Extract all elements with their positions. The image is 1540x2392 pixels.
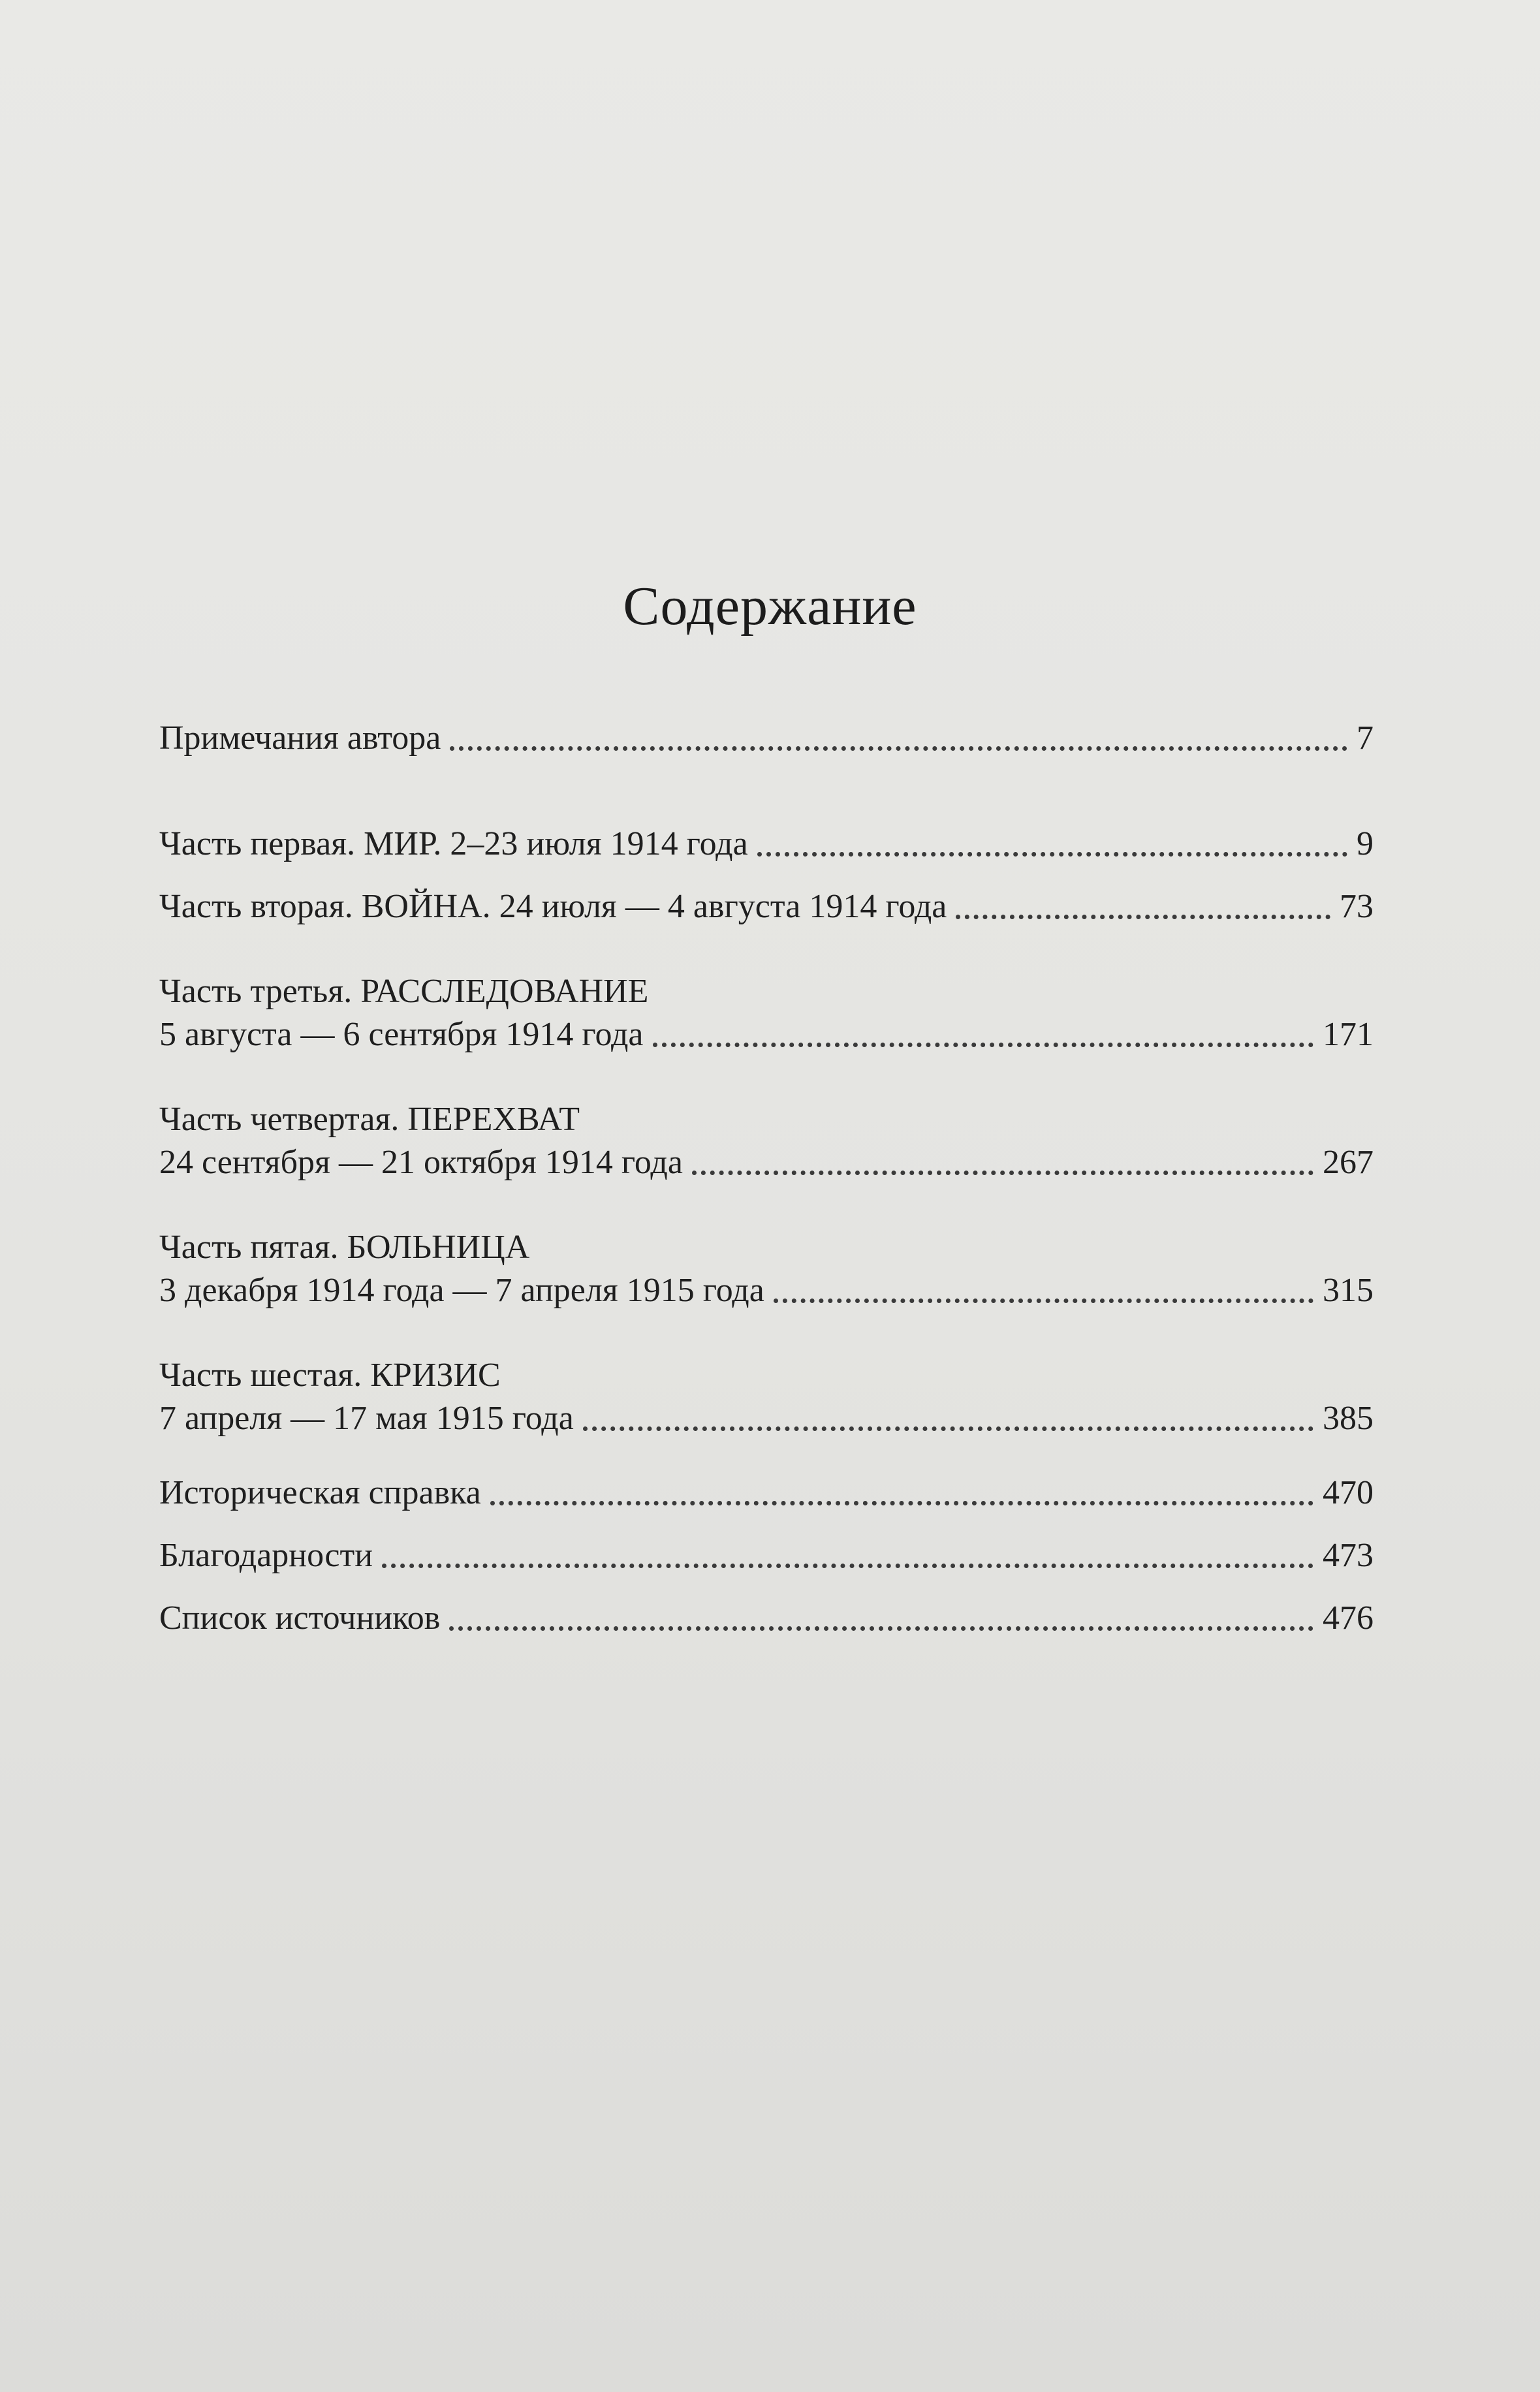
toc-entry-label: Часть первая. МИР. 2–23 июля 1914 года xyxy=(159,825,748,862)
toc-entry-page: 73 xyxy=(1340,888,1374,925)
toc-entry-page: 473 xyxy=(1323,1537,1374,1574)
toc-entry-label: 5 августа — 6 сентября 1914 года xyxy=(159,1016,644,1053)
toc-entry-page: 315 xyxy=(1323,1272,1374,1309)
dot-leader xyxy=(450,746,1347,751)
toc-entry-label: Историческая справка xyxy=(159,1474,481,1511)
dot-leader xyxy=(583,1426,1313,1431)
toc-entry-label: Примечания автора xyxy=(159,719,441,757)
toc-entry-historical-note xyxy=(159,1471,1374,1515)
toc-entry-page: 470 xyxy=(1323,1474,1374,1511)
toc-entry-part-1 xyxy=(159,823,1374,866)
dot-leader xyxy=(449,1626,1313,1631)
dot-leader xyxy=(956,915,1330,919)
toc-entry-part-6 xyxy=(159,1354,1374,1440)
toc-entry-label: 3 декабря 1914 года — 7 апреля 1915 года xyxy=(159,1272,764,1309)
toc-entry-label: Список источников xyxy=(159,1599,441,1637)
toc-part-heading: Часть пятая. БОЛЬНИЦА xyxy=(159,1229,530,1266)
dot-leader xyxy=(774,1298,1313,1303)
toc-entry-page: 9 xyxy=(1357,825,1374,862)
toc-part-heading: Часть четвертая. ПЕРЕХВАТ xyxy=(159,1101,580,1138)
toc-entry-page: 7 xyxy=(1357,719,1374,757)
toc-entry-page: 267 xyxy=(1323,1144,1374,1181)
toc-title: Содержание xyxy=(623,576,917,637)
toc-entry-page: 171 xyxy=(1323,1016,1374,1053)
toc-entry-part-5 xyxy=(159,1226,1374,1312)
toc-entry-part-2 xyxy=(159,885,1374,928)
toc-entry-label: 7 апреля — 17 мая 1915 года xyxy=(159,1400,574,1437)
toc-entry-label: Часть вторая. ВОЙНА. 24 июля — 4 августа 1914 года xyxy=(159,888,947,925)
toc-entry-sources xyxy=(159,1597,1374,1640)
toc-part-heading: Часть шестая. КРИЗИС xyxy=(159,1357,501,1394)
toc-entry-part-3 xyxy=(159,970,1374,1056)
toc-entry-page: 385 xyxy=(1323,1400,1374,1437)
toc-entry-label: Благодарности xyxy=(159,1537,373,1574)
dot-leader xyxy=(757,852,1347,857)
toc-entry-author-note xyxy=(159,717,1374,760)
dot-leader xyxy=(692,1171,1313,1175)
dot-leader xyxy=(653,1043,1313,1047)
toc-entry-part-4 xyxy=(159,1098,1374,1184)
toc-entry-page: 476 xyxy=(1323,1599,1374,1637)
toc-part-heading: Часть третья. РАССЛЕДОВАНИЕ xyxy=(159,973,649,1010)
dot-leader xyxy=(382,1564,1313,1568)
toc-entry-acknowledgements xyxy=(159,1534,1374,1577)
toc-entry-label: 24 сентября — 21 октября 1914 года xyxy=(159,1144,683,1181)
table-of-contents xyxy=(159,717,1374,1660)
dot-leader xyxy=(490,1501,1313,1505)
